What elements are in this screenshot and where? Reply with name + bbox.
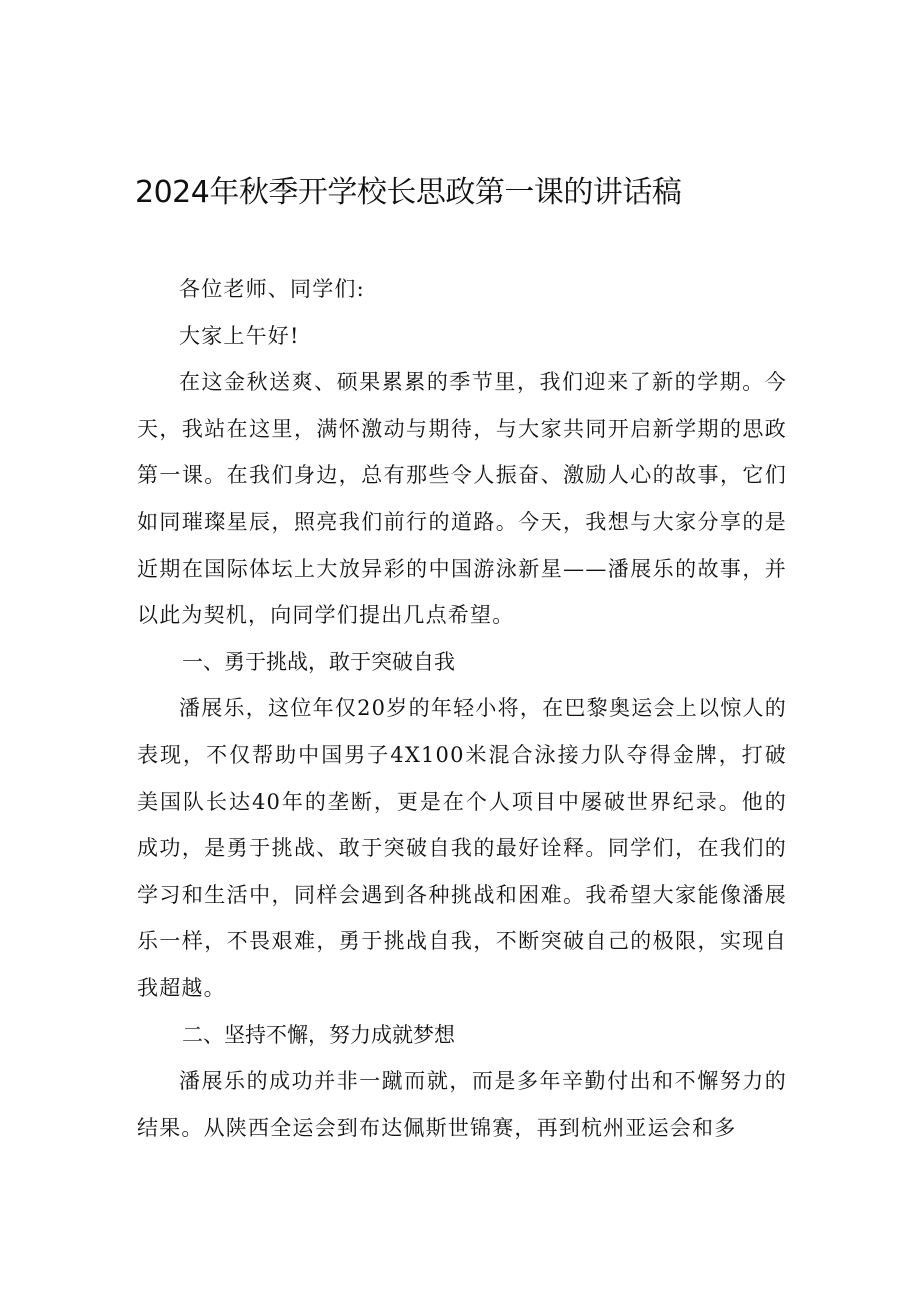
document-body	[137, 266, 787, 1151]
section-heading: 二、坚持不懈，努力成就梦想	[182, 1022, 455, 1047]
section-paragraph: 潘展乐，这位年仅20岁的年轻小将，在巴黎奥运会上以惊人的表现，不仅帮助中国男子4X100米混合泳接力队夺得金牌，打破美国队长达40年的垄断，更是在个人项目中屡破世界纪录。他的成功，是勇于挑战、敢于突破自我的最好诠释。同学们，在我们的学习和生活中，同样会遇到各种挑战和困难。我希望大家能像潘展乐一样，不畏艰难，勇于挑战自我，不断突破自己的极限，实现自我超越。	[137, 696, 787, 1000]
greeting: 大家上午好!	[179, 323, 300, 348]
section-paragraph: 潘展乐的成功并非一蹴而就，而是多年辛勤付出和不懈努力的结果。从陕西全运会到布达佩斯世锦赛，再到杭州亚运会和多	[137, 1069, 787, 1140]
document-title: 2024年秋季开学校长思政第一课的讲话稿	[135, 175, 682, 210]
section-heading: 一、勇于挑战，敢于突破自我	[182, 649, 455, 674]
intro-paragraph: 在这金秋送爽、硕果累累的季节里，我们迎来了新的学期。今天，我站在这里，满怀激动与期待，与大家共同开启新学期的思政第一课。在我们身边，总有那些令人振奋、激励人心的故事，它们如同璀璨星辰，照亮我们前行的道路。今天，我想与大家分享的是近期在国际体坛上大放异彩的中国游泳新星——潘展乐的故事，并以此为契机，向同学们提出几点希望。	[137, 370, 787, 628]
salutation: 各位老师、同学们:	[179, 277, 365, 301]
